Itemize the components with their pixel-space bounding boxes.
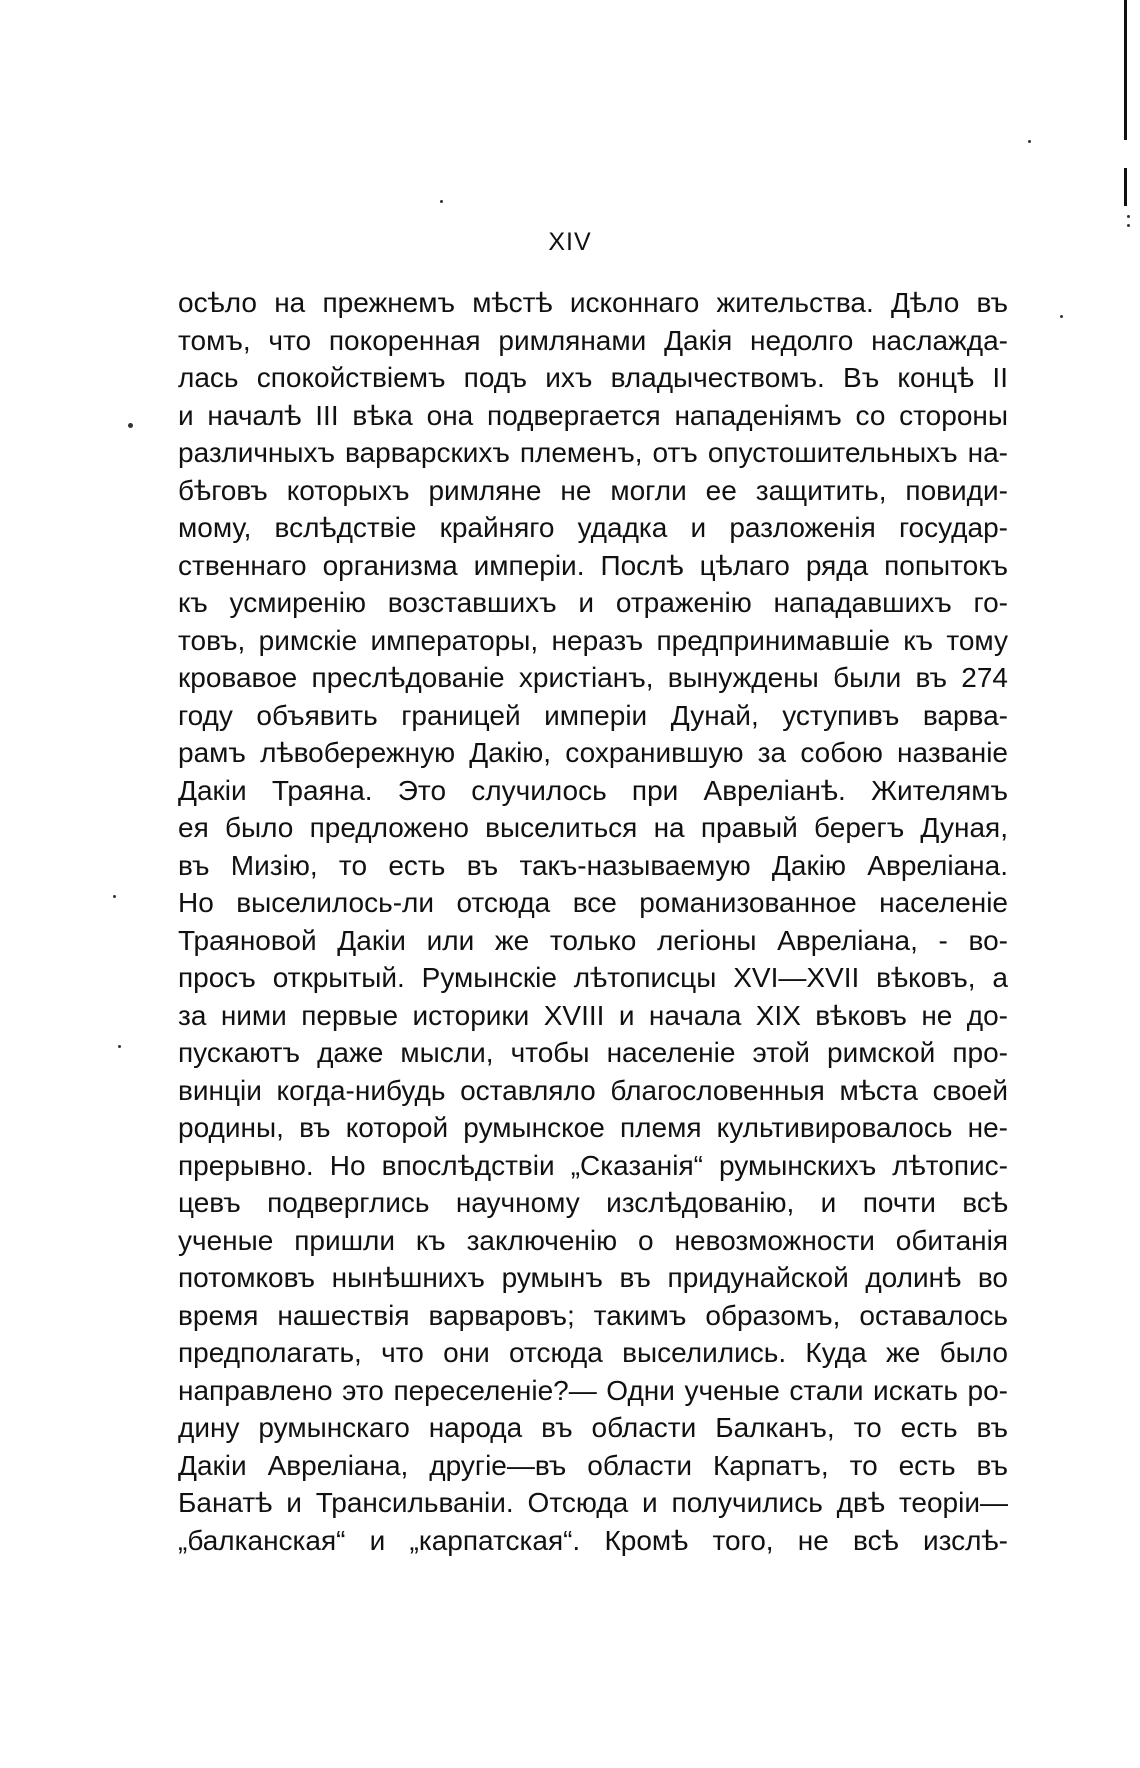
scan-speck — [1127, 224, 1130, 227]
text-line: Дакіи Авреліана, другіе—въ области Карпатъ, то есть въ — [178, 1449, 1008, 1481]
text-line: Траяновой Дакіи или же только легіоны Авреліана, - во- — [178, 924, 1008, 956]
text-line: лась спокойствіемъ подъ ихъ владычествомъ. Въ концѣ II — [178, 362, 1008, 393]
text-line: кровавое преслѣдованіе христіанъ, вынуждены были въ 274 — [178, 662, 1008, 693]
text-line: родины, въ которой румынское племя культивировалось не- — [178, 1112, 1008, 1143]
scan-edge-mark — [1124, 168, 1127, 206]
text-line: Но выселилось-ли отсюда все романизованное населеніе — [178, 887, 1008, 918]
text-line: цевъ подверглись научному изслѣдованію, и почти всѣ — [178, 1187, 1008, 1218]
text-line: потомковъ нынѣшнихъ румынъ въ придунайской долинѣ во — [178, 1262, 1008, 1293]
text-line: направлено это переселеніе?— Одни ученые стали искать ро- — [178, 1374, 1008, 1406]
text-line: томъ, что покоренная римлянами Дакія недолго наслажда- — [178, 324, 1008, 356]
text-line: осѣло на прежнемъ мѣстѣ исконнаго жительства. Дѣло въ — [178, 287, 1008, 318]
text-line: ученые пришли къ заключенію о невозможности обитанія — [178, 1224, 1008, 1256]
text-line: пускаютъ даже мысли, чтобы населеніе этой римской про- — [178, 1037, 1008, 1068]
text-line: различныхъ варварскихъ племенъ, отъ опустошительныхъ на- — [178, 437, 1008, 468]
text-line: за ними первые историки XVIII и начала XIX вѣковъ не до- — [178, 999, 1008, 1031]
text-line: къ усмиренію возставшихъ и отраженію нападавшихъ го- — [178, 587, 1008, 618]
text-line: предполагать, что они отсюда выселились. Куда же было — [178, 1337, 1008, 1368]
text-line: „балканская“ и „карпатская“. Кромѣ того, не всѣ изслѣ- — [178, 1524, 1008, 1556]
text-line: рамъ лѣвобережную Дакію, сохранившую за собою названіе — [178, 737, 1008, 768]
scan-speck — [1060, 315, 1063, 318]
text-line: и началѣ III вѣка она подвергается нападеніямъ со стороны — [178, 399, 1008, 431]
text-line: дину румынскаго народа въ области Балканъ, то есть въ — [178, 1412, 1008, 1443]
scan-speck — [118, 1045, 121, 1048]
scan-speck — [113, 895, 116, 898]
scan-speck — [1028, 140, 1031, 143]
scan-speck — [128, 423, 133, 428]
text-line: винціи когда-нибудь оставляло благословенныя мѣста своей — [178, 1074, 1008, 1106]
text-line: просъ открытый. Румынскіе лѣтописцы XVI—XVII вѣковъ, а — [178, 962, 1008, 993]
text-line: Банатѣ и Трансильваніи. Отсюда и получились двѣ теоріи— — [178, 1487, 1008, 1518]
text-line: ея было предложено выселиться на правый берегъ Дуная, — [178, 812, 1008, 843]
scan-speck — [1127, 215, 1130, 218]
text-line: въ Мизію, то есть въ такъ-называемую Дакію Авреліана. — [178, 849, 1008, 881]
scan-speck — [440, 200, 443, 203]
text-line: Дакіи Траяна. Это случилось при Авреліанѣ. Жителямъ — [178, 774, 1008, 806]
text-line: ственнаго организма имперіи. Послѣ цѣлаго ряда попытокъ — [178, 549, 1008, 581]
body-text — [178, 284, 1008, 1559]
text-line: году объявить границей имперіи Дунай, уступивъ варва- — [178, 699, 1008, 731]
text-line: мому, вслѣдствіе крайняго удадка и разложенія государ- — [178, 512, 1008, 543]
text-line: время нашествія варваровъ; такимъ образомъ, оставалось — [178, 1299, 1008, 1331]
text-line: товъ, римскіе императоры, неразъ предпринимавшіе къ тому — [178, 624, 1008, 656]
scan-edge-mark — [1124, 0, 1127, 140]
text-line: бѣговъ которыхъ римляне не могли ее защитить, повиди- — [178, 474, 1008, 506]
page-number: XIV — [548, 228, 592, 256]
text-line: прерывно. Но впослѣдствіи „Сказанія“ румынскихъ лѣтопис- — [178, 1149, 1008, 1181]
